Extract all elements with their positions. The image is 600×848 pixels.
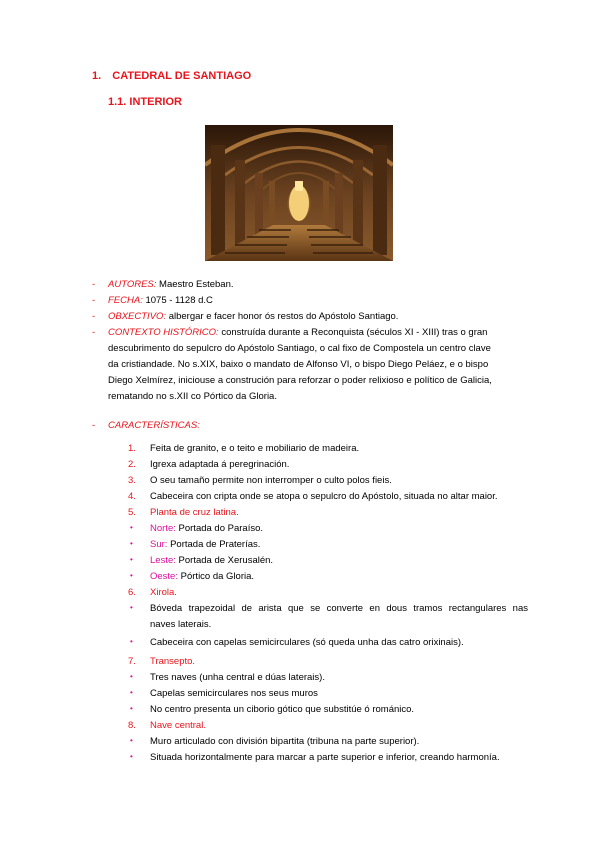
list-item: [150, 537, 528, 553]
bullet-marker: •: [130, 571, 133, 580]
contexto-line-2: descubrimento do sepulcro do Apóstolo Santiago, o cal fixo de Compostela un centro clave: [108, 343, 491, 354]
bullet-marker: •: [130, 752, 133, 761]
heading-1-number: 1.: [92, 70, 102, 82]
list-item: [150, 569, 528, 585]
list-item: Igrexa adaptada á peregrinación.: [150, 459, 290, 470]
list-marker: 7.: [128, 656, 136, 667]
autores-value: Maestro Esteban.: [159, 279, 234, 290]
list-item: [150, 601, 528, 633]
bullet-marker: •: [130, 736, 133, 745]
direction-label: Sur:: [150, 539, 168, 550]
bullet-marker: •: [130, 523, 133, 532]
list-marker: 3.: [128, 475, 136, 486]
fecha-label: FECHA:: [108, 295, 143, 306]
bullet-marker: •: [130, 704, 133, 713]
list-marker: 8.: [128, 720, 136, 731]
meta-obxectivo: [108, 309, 526, 325]
contexto-line-4: Diego Xelmírez, iniciouse a construción para reforzar o poder relixioso e político de Galicia,: [108, 375, 492, 386]
obxectivo-label: OBXECTIVO:: [108, 311, 167, 322]
bullet-marker: •: [130, 672, 133, 681]
bullet-marker: •: [130, 603, 133, 612]
list-marker: 2.: [128, 459, 136, 470]
heading-1: [92, 70, 251, 82]
list-marker: 1.: [128, 443, 136, 454]
section-heading-planta: Planta de cruz latina.: [150, 507, 239, 518]
cathedral-interior-photo: [205, 125, 393, 261]
list-marker: 6.: [128, 587, 136, 598]
obxectivo-value: albergar e facer honor ós restos do Apóstolo Santiago.: [168, 311, 399, 322]
direction-label: Oeste:: [150, 571, 178, 582]
direction-label: Norte:: [150, 523, 176, 534]
list-item: Situada horizontalmente para marcar a parte superior e inferior, creando harmonía.: [150, 752, 500, 763]
list-item: Muro articulado con división bipartita (tribuna na parte superior).: [150, 736, 420, 747]
heading-1-title: CATEDRAL DE SANTIAGO: [112, 70, 252, 82]
list-marker: 4.: [128, 491, 136, 502]
meta-autores: [108, 277, 526, 293]
meta-contexto: [108, 325, 526, 405]
list-item-text: Pórtico da Gloria.: [180, 571, 255, 582]
dash-marker: -: [92, 295, 96, 306]
list-item: No centro presenta un ciborio gótico que substitúe ó románico.: [150, 704, 415, 715]
caracteristicas-label: CARACTERÍSTICAS:: [108, 420, 200, 431]
list-item: Cabeceira con capelas semicirculares (só queda unha das catro orixinais).: [150, 637, 464, 648]
list-item: Feita de granito, e o teito e mobiliario de madeira.: [150, 443, 360, 454]
dash-marker: -: [92, 279, 96, 290]
section-heading-nave-central: Nave central.: [150, 720, 206, 731]
list-item-line-1: Bóveda trapezoidal de arista que se converte en dous tramos rectangulares nas: [150, 603, 528, 614]
list-item: Capelas semicirculares nos seus muros: [150, 688, 318, 699]
bullet-marker: •: [130, 637, 133, 646]
list-item: [150, 521, 528, 537]
contexto-label: CONTEXTO HISTÓRICO:: [108, 327, 219, 338]
list-item: [150, 553, 528, 569]
section-heading-transepto: Transepto.: [150, 656, 196, 667]
bullet-marker: •: [130, 555, 133, 564]
section-heading-xirola: Xirola.: [150, 587, 177, 598]
heading-2: 1.1. INTERIOR: [108, 96, 182, 108]
autores-label: AUTORES:: [108, 279, 157, 290]
list-item-text: Portada de Xerusalén.: [178, 555, 274, 566]
dash-marker: -: [92, 327, 96, 338]
contexto-line-3: da cristiandade. No s.XIX, baixo o mandato de Alfonso VI, o bispo Diego Peláez, e o bispo: [108, 359, 489, 370]
meta-caracteristicas: [108, 418, 526, 434]
dash-marker: -: [92, 311, 96, 322]
list-item-line-2: naves laterais.: [150, 619, 212, 630]
list-marker: 5.: [128, 507, 136, 518]
list-item: O seu tamaño permite non interromper o culto polos fieis.: [150, 475, 392, 486]
bullet-marker: •: [130, 539, 133, 548]
fecha-value: 1075 - 1128 d.C: [145, 295, 213, 306]
meta-fecha: [108, 293, 526, 309]
list-item-text: Portada do Paraíso.: [178, 523, 264, 534]
contexto-line-5: rematando no s.XII co Pórtico da Gloria.: [108, 391, 277, 402]
cathedral-photo-image: [205, 125, 393, 261]
bullet-marker: •: [130, 688, 133, 697]
list-item-text: Portada de Praterías.: [170, 539, 261, 550]
direction-label: Leste:: [150, 555, 176, 566]
list-item: Tres naves (unha central e dúas laterais).: [150, 672, 325, 683]
contexto-line-1: construída durante a Reconquista (séculos XI - XIII) tras o gran: [221, 327, 488, 338]
list-item: Cabeceira con cripta onde se atopa o sepulcro do Apóstolo, situada no altar maior.: [150, 491, 498, 502]
dash-marker: -: [92, 420, 96, 431]
